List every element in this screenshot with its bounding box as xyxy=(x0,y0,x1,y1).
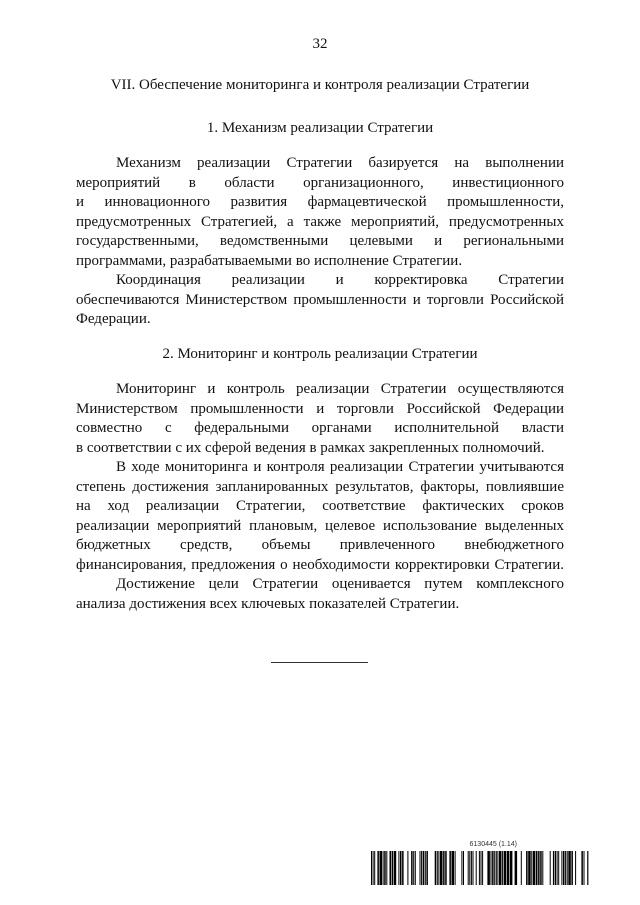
section-2-body xyxy=(76,380,564,614)
barcode-bar xyxy=(481,851,482,885)
barcode-bar xyxy=(455,851,456,885)
text-line: степень достижения запланированных результатов, факторы, повлиявшие xyxy=(76,478,564,495)
barcode-bar xyxy=(561,851,562,885)
barcode-bar xyxy=(510,851,513,885)
barcode-bar xyxy=(515,851,518,885)
barcode-bar xyxy=(373,851,374,885)
text-line: анализа достижения всех ключевых показателей Стратегии. xyxy=(76,595,460,612)
barcode-bar xyxy=(421,851,422,885)
barcode-bar xyxy=(491,851,492,885)
text-line: и инновационного развития фармацевтической промышленности, xyxy=(76,194,564,210)
section-1-title: 1. Механизм реализации Стратегии xyxy=(206,120,434,136)
barcode-bar xyxy=(502,851,503,885)
barcode-bar xyxy=(377,851,379,885)
text-line: мероприятий в области организационного, инвестиционного xyxy=(76,174,564,191)
barcode-bar xyxy=(437,851,438,885)
barcode-bar xyxy=(504,851,507,885)
barcode-bar xyxy=(415,851,416,885)
barcode-bar xyxy=(487,851,490,885)
barcode-bar xyxy=(497,851,498,885)
section-2-title: 2. Мониторинг и контроль реализации Стратегии xyxy=(162,346,478,362)
barcode-code: 6130445 (1.14) xyxy=(469,841,517,848)
text-line: Мониторинг и контроль реализации Стратегии осуществляются xyxy=(116,381,564,397)
barcode-bar xyxy=(443,851,445,885)
barcode-bar xyxy=(507,851,510,885)
barcode-bar xyxy=(426,851,428,885)
barcode-bar xyxy=(476,851,477,885)
barcode-bar xyxy=(558,851,559,885)
text-line: бюджетных средств, объемы привлеченного внебюджетного xyxy=(76,537,564,553)
barcode-bar xyxy=(384,851,386,885)
barcode-bar xyxy=(538,851,540,885)
barcode-bar xyxy=(482,851,483,885)
barcode-bar xyxy=(440,851,443,885)
barcode-bar xyxy=(435,851,437,885)
barcode-bar xyxy=(371,851,372,885)
page-number: 32 xyxy=(312,36,328,52)
barcode-bar xyxy=(473,851,474,885)
section-1-body xyxy=(76,154,564,330)
text-line: В ходе мониторинга и контроля реализации Стратегии учитываются xyxy=(116,459,564,475)
barcode-bar xyxy=(581,851,583,885)
text-line: предусмотренных Стратегией, а также мероприятий, предусмотренных xyxy=(76,213,564,230)
barcode-bar xyxy=(463,851,464,885)
barcode-bar xyxy=(394,851,397,885)
barcode-bar xyxy=(494,851,495,885)
barcode-bar xyxy=(499,851,502,885)
barcode-bar xyxy=(469,851,470,885)
barcode-bar xyxy=(531,851,532,885)
chapter-title: VII. Обеспечение мониторинга и контроля реализации Стратегии xyxy=(110,77,530,93)
barcode-bar xyxy=(526,851,528,885)
barcode-bar xyxy=(540,851,542,885)
barcode-bar xyxy=(567,851,568,885)
barcode-bar xyxy=(374,851,375,885)
barcode-bar xyxy=(584,851,585,885)
text-line: реализации мероприятий плановым, целевое использование выделенных xyxy=(76,517,564,534)
text-line: на ход реализации Стратегии, соответствие фактических сроков xyxy=(76,498,564,514)
barcode-bar xyxy=(521,851,522,885)
barcode-bar xyxy=(587,851,588,885)
barcode-bar xyxy=(553,851,555,885)
text-line: Федерации. xyxy=(76,311,151,327)
text-line: Координация реализации и корректировка Стратегии xyxy=(116,272,564,288)
barcode-bar xyxy=(568,851,571,885)
barcode-bar xyxy=(383,851,384,885)
barcode-bar xyxy=(449,851,451,885)
text-line: Министерством промышленности и торговли Российской Федерации xyxy=(76,400,564,417)
barcode-bar xyxy=(420,851,421,885)
barcode-bar xyxy=(407,851,408,885)
barcode-bar xyxy=(392,851,394,885)
barcode-bar xyxy=(452,851,455,885)
barcode-bar xyxy=(445,851,447,885)
barcode-bar xyxy=(398,851,399,885)
barcode-bar xyxy=(528,851,531,885)
barcode-bar xyxy=(461,851,462,885)
barcode-bar xyxy=(555,851,556,885)
barcode-bar xyxy=(386,851,387,885)
barcode-bar xyxy=(492,851,494,885)
barcode-bar xyxy=(400,851,402,885)
text-line: совместно с федеральными органами исполнительной власти xyxy=(76,420,564,436)
barcode-bar xyxy=(380,851,383,885)
barcode-bar xyxy=(413,851,414,885)
barcode-bar xyxy=(471,851,472,885)
barcode-bar xyxy=(402,851,404,885)
text-line: финансирования, предложения о необходимости корректировки Стратегии. xyxy=(76,556,564,573)
barcode-bar xyxy=(425,851,426,885)
barcode-bar xyxy=(575,851,576,885)
barcode-bar xyxy=(496,851,497,885)
text-line: государственными, ведомственными целевыми и региональными xyxy=(76,233,564,249)
barcode-bar xyxy=(571,851,573,885)
barcode-bar xyxy=(468,851,469,885)
barcode-bar xyxy=(479,851,480,885)
barcode-bar xyxy=(565,851,566,885)
text-line: обеспечиваются Министерством промышленности и торговли Российской xyxy=(76,291,564,308)
text-line: в соответствии с их сферой ведения в рамках закрепленных полномочий. xyxy=(76,439,545,456)
barcode-bar xyxy=(563,851,565,885)
end-divider xyxy=(271,662,368,663)
barcode-bar xyxy=(536,851,538,885)
barcode-bar xyxy=(542,851,543,885)
text-line: Достижение цели Стратегии оценивается путем комплексного xyxy=(116,576,564,592)
barcode-block xyxy=(371,841,589,891)
barcode-image xyxy=(371,851,589,885)
barcode-bar xyxy=(533,851,536,885)
barcode-bar xyxy=(438,851,439,885)
text-line: программами, разрабатываемыми во исполнение Стратегии. xyxy=(76,252,463,269)
barcode-bar xyxy=(550,851,551,885)
barcode-bar xyxy=(423,851,425,885)
barcode-bar xyxy=(411,851,413,885)
barcode-bar xyxy=(390,851,392,885)
text-line: Механизм реализации Стратегии базируется на выполнении xyxy=(116,155,564,171)
barcode-bar xyxy=(557,851,558,885)
